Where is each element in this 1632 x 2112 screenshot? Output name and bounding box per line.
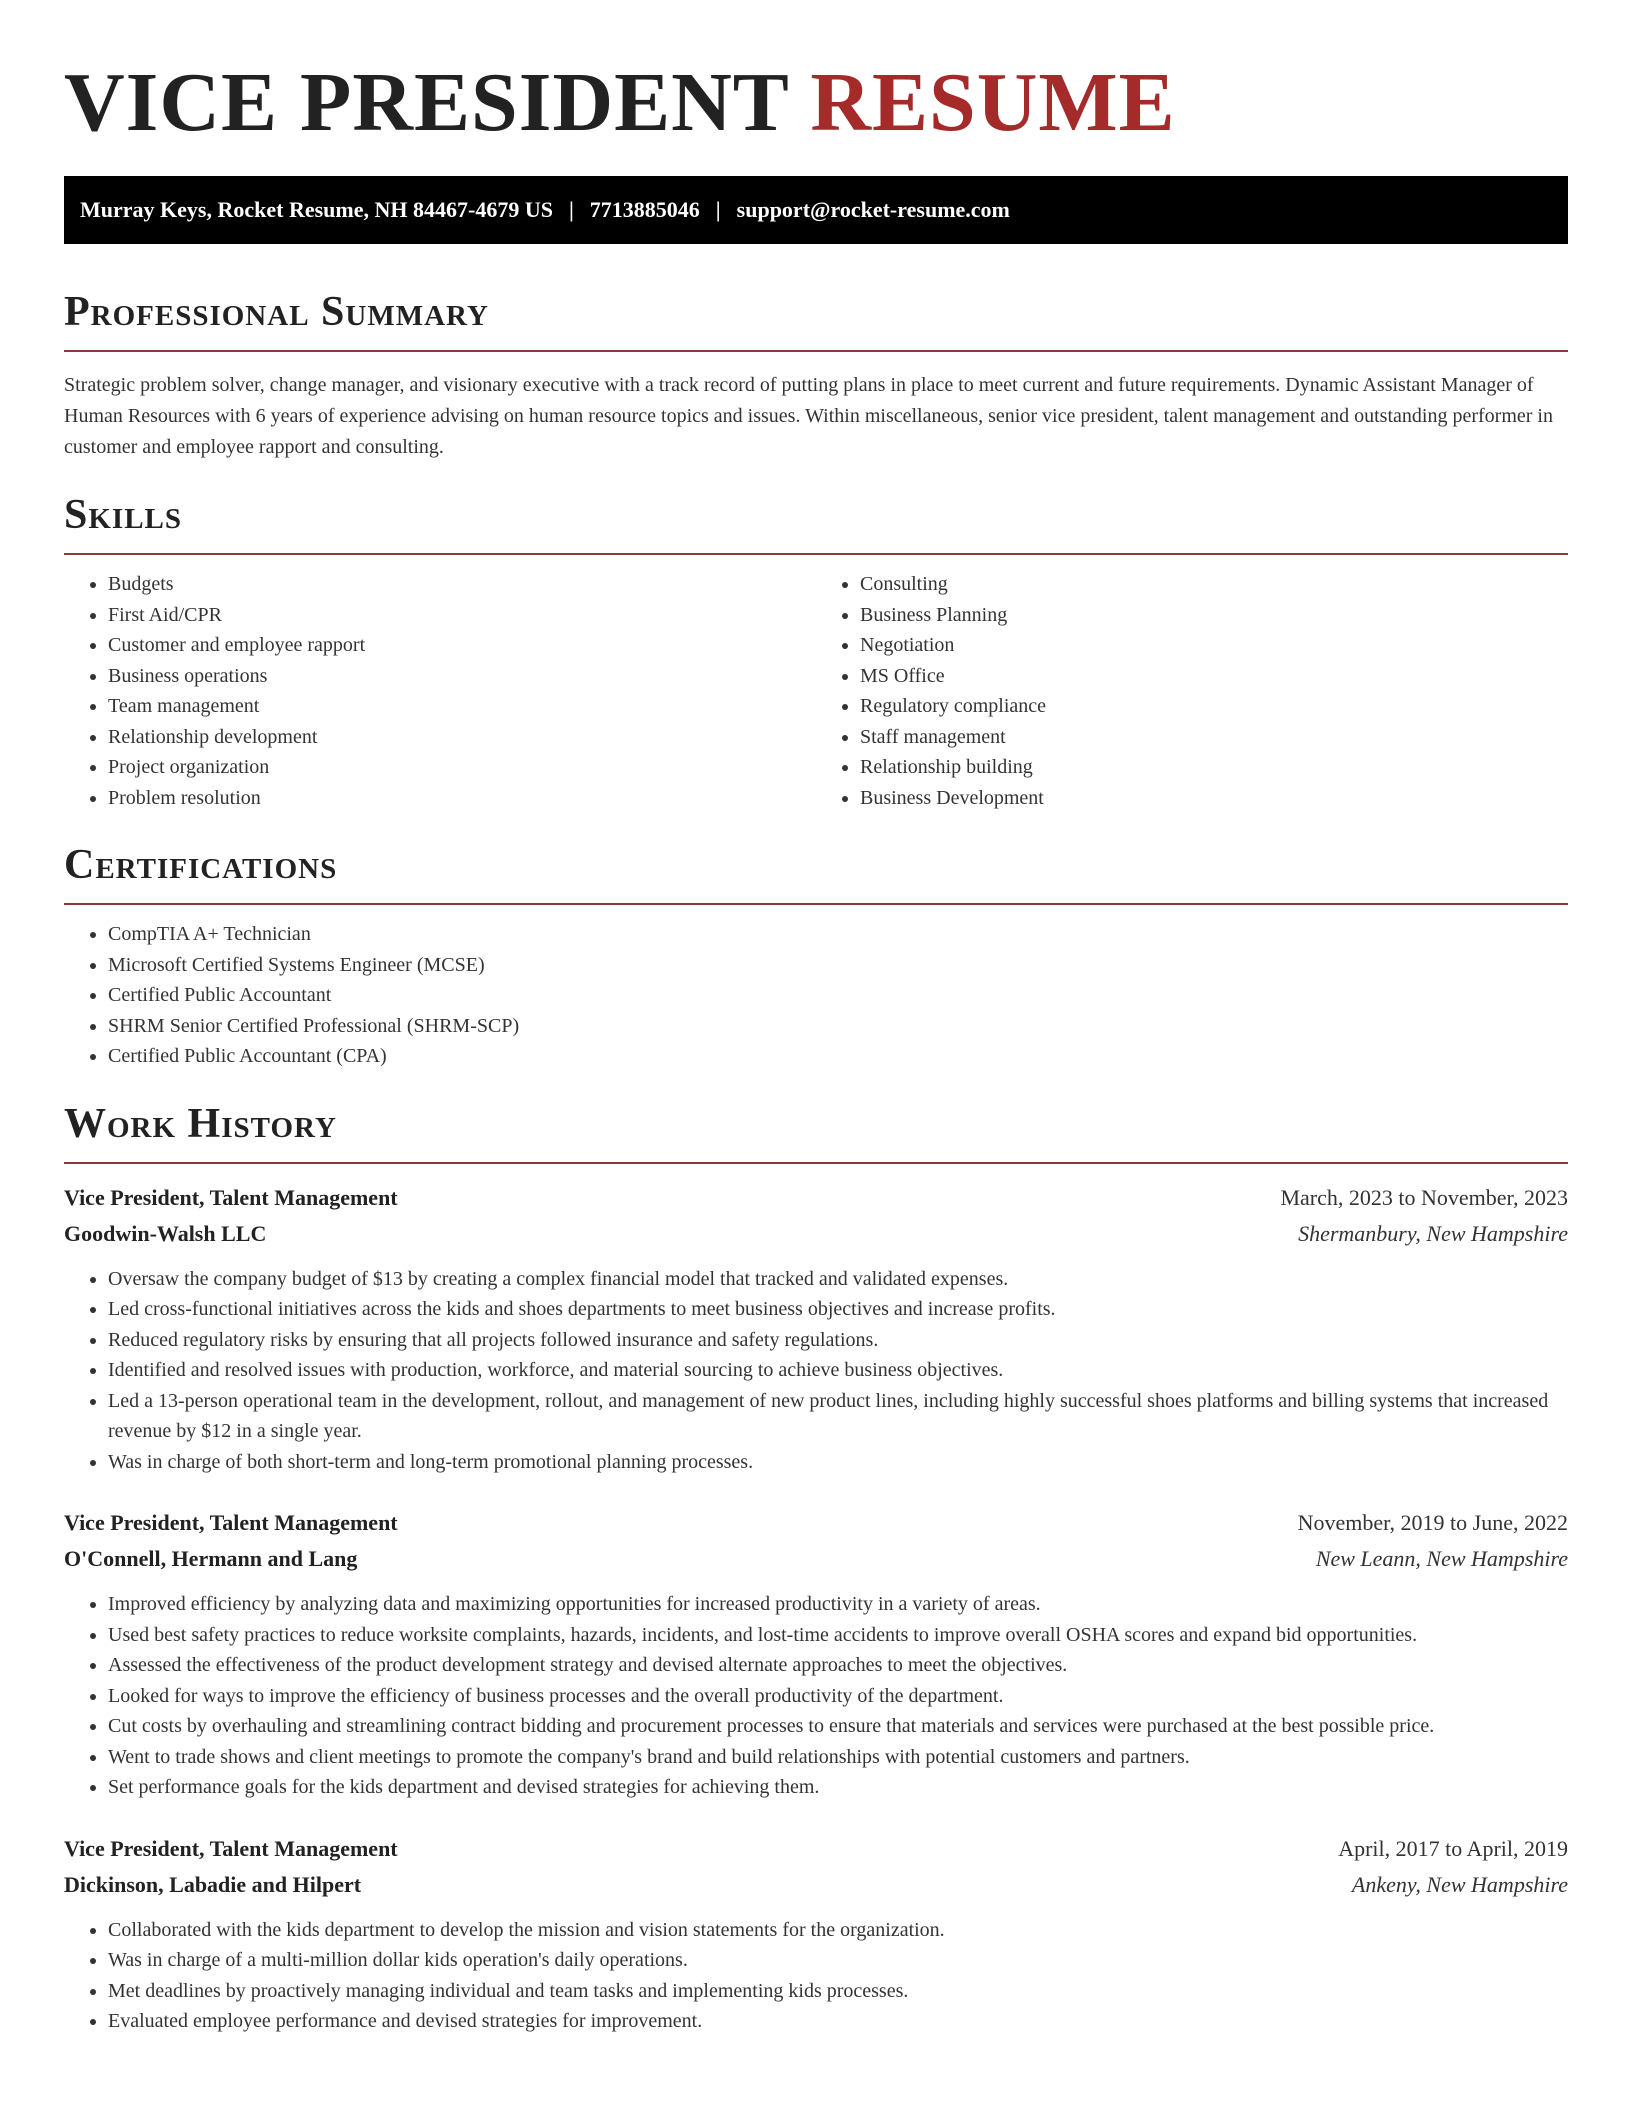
skill-item: • MS Office xyxy=(860,661,1568,692)
skills-section xyxy=(64,491,1568,813)
skill-item: • Budgets xyxy=(108,569,816,600)
job-bullet: • Was in charge of a multi-million dollar kids operation's daily operations. xyxy=(108,1945,1568,1976)
skills-list-left xyxy=(64,569,816,813)
skill-item: • Negotiation xyxy=(860,630,1568,661)
certifications-list xyxy=(64,919,1568,1072)
resume-title xyxy=(64,0,1568,148)
job-title: Vice President, Talent Management xyxy=(64,1510,398,1535)
summary-section xyxy=(64,288,1568,463)
skill-item: • Problem resolution xyxy=(108,783,816,814)
job-location: Shermanbury, New Hampshire xyxy=(1298,1220,1568,1246)
title-main: VICE PRESIDENT xyxy=(64,56,789,149)
job-location: New Leann, New Hampshire xyxy=(1315,1546,1568,1571)
job-title: Vice President, Talent Management xyxy=(64,1835,398,1861)
job-bullets xyxy=(64,1589,1568,1803)
certification-item: • Certified Public Accountant xyxy=(108,980,1568,1011)
skill-item: • Relationship building xyxy=(860,752,1568,783)
skill-item: • Business Development xyxy=(860,783,1568,814)
certification-item: • SHRM Senior Certified Professional (SHRM-SCP) xyxy=(108,1011,1568,1042)
contact-address: Murray Keys, Rocket Resume, NH 84467-4679 US xyxy=(80,197,553,222)
job-dates: March, 2023 to November, 2023 xyxy=(1280,1184,1568,1210)
job-entry xyxy=(64,1180,1568,1478)
job-company-row xyxy=(64,1216,1568,1252)
job-bullets xyxy=(64,1915,1568,2037)
contact-email: support@rocket-resume.com xyxy=(736,197,1010,222)
job-company: O'Connell, Hermann and Lang xyxy=(64,1546,358,1571)
certification-item: • CompTIA A+ Technician xyxy=(108,919,1568,950)
job-bullet: • Reduced regulatory risks by ensuring that all projects followed insurance and safety regulations. xyxy=(108,1325,1568,1356)
job-entry xyxy=(64,1831,1568,2037)
job-bullets xyxy=(64,1264,1568,1478)
skill-item: • Team management xyxy=(108,691,816,722)
title-accent: RESUME xyxy=(810,56,1176,149)
skills-heading: Skills xyxy=(64,491,1568,555)
job-bullet: • Identified and resolved issues with production, workforce, and material sourcing to achieve business objectives. xyxy=(108,1355,1568,1386)
contact-phone: 7713885046 xyxy=(589,197,700,222)
job-bullet: • Led a 13-person operational team in the development, rollout, and management of new product lines, including highly successful shoes platforms and billing systems that increased revenue by $12 in a single year. xyxy=(108,1386,1568,1447)
job-entry xyxy=(64,1505,1568,1803)
skill-item: • Business operations xyxy=(108,661,816,692)
job-bullet: • Met deadlines by proactively managing individual and team tasks and implementing kids processes. xyxy=(108,1976,1568,2007)
skill-item: • Relationship development xyxy=(108,722,816,753)
job-bullet: • Set performance goals for the kids department and devised strategies for achieving them. xyxy=(108,1772,1568,1803)
job-bullet: • Looked for ways to improve the efficiency of business processes and the overall productivity of the department. xyxy=(108,1681,1568,1712)
job-title: Vice President, Talent Management xyxy=(64,1184,398,1210)
skills-list-right xyxy=(816,569,1568,813)
work-history-section xyxy=(64,1100,1568,2037)
job-location: Ankeny, New Hampshire xyxy=(1351,1871,1568,1897)
job-dates: November, 2019 to June, 2022 xyxy=(1297,1510,1568,1535)
job-bullet: • Was in charge of both short-term and long-term promotional planning processes. xyxy=(108,1447,1568,1478)
skill-item: • Staff management xyxy=(860,722,1568,753)
certification-item: • Microsoft Certified Systems Engineer (MCSE) xyxy=(108,950,1568,981)
job-header-row xyxy=(64,1180,1568,1216)
skill-item: • Business Planning xyxy=(860,600,1568,631)
job-company: Dickinson, Labadie and Hilpert xyxy=(64,1871,362,1897)
job-header-row xyxy=(64,1831,1568,1867)
job-dates: April, 2017 to April, 2019 xyxy=(1338,1835,1568,1861)
skill-item: • Regulatory compliance xyxy=(860,691,1568,722)
job-header-row xyxy=(64,1505,1568,1541)
contact-separator: | xyxy=(568,197,574,222)
skill-item: • Customer and employee rapport xyxy=(108,630,816,661)
contact-separator: | xyxy=(715,197,721,222)
job-bullet: • Assessed the effectiveness of the product development strategy and devised alternate approaches to meet the objectives. xyxy=(108,1650,1568,1681)
job-bullet: • Oversaw the company budget of $13 by creating a complex financial model that tracked and validated expenses. xyxy=(108,1264,1568,1295)
job-company: Goodwin-Walsh LLC xyxy=(64,1220,267,1246)
skill-item: • Project organization xyxy=(108,752,816,783)
skill-item: • First Aid/CPR xyxy=(108,600,816,631)
certification-item: • Certified Public Accountant (CPA) xyxy=(108,1041,1568,1072)
job-bullet: • Went to trade shows and client meetings to promote the company's brand and build relationships with potential customers and partners. xyxy=(108,1742,1568,1773)
job-bullet: • Used best safety practices to reduce worksite complaints, hazards, incidents, and lost-time accidents to improve overall OSHA scores and expand bid opportunities. xyxy=(108,1620,1568,1651)
job-bullet: • Led cross-functional initiatives across the kids and shoes departments to meet business objectives and increase profits. xyxy=(108,1294,1568,1325)
job-bullet: • Improved efficiency by analyzing data and maximizing opportunities for increased productivity in a variety of areas. xyxy=(108,1589,1568,1620)
job-company-row xyxy=(64,1541,1568,1577)
summary-text: Strategic problem solver, change manager, and visionary executive with a track record of putting plans in place to meet current and future requirements. Dynamic Assistant Manager of Human Resources with 6 years of experience advising on human resource topics and issues. Within miscellaneous, senior vice president, talent management and outstanding performer in customer and employee rapport and consulting. xyxy=(64,374,1553,458)
work-history-heading: Work History xyxy=(64,1100,1568,1164)
certifications-heading: Certifications xyxy=(64,841,1568,905)
contact-bar xyxy=(64,176,1568,244)
skill-item: • Consulting xyxy=(860,569,1568,600)
job-bullet: • Collaborated with the kids department to develop the mission and vision statements for the organization. xyxy=(108,1915,1568,1946)
job-bullet: • Cut costs by overhauling and streamlining contract bidding and procurement processes to ensure that materials and services were purchased at the best possible price. xyxy=(108,1711,1568,1742)
certifications-section xyxy=(64,841,1568,1072)
job-company-row xyxy=(64,1867,1568,1903)
job-bullet: • Evaluated employee performance and devised strategies for improvement. xyxy=(108,2006,1568,2037)
skills-grid xyxy=(64,555,1568,813)
summary-heading: Professional Summary xyxy=(64,288,1568,352)
